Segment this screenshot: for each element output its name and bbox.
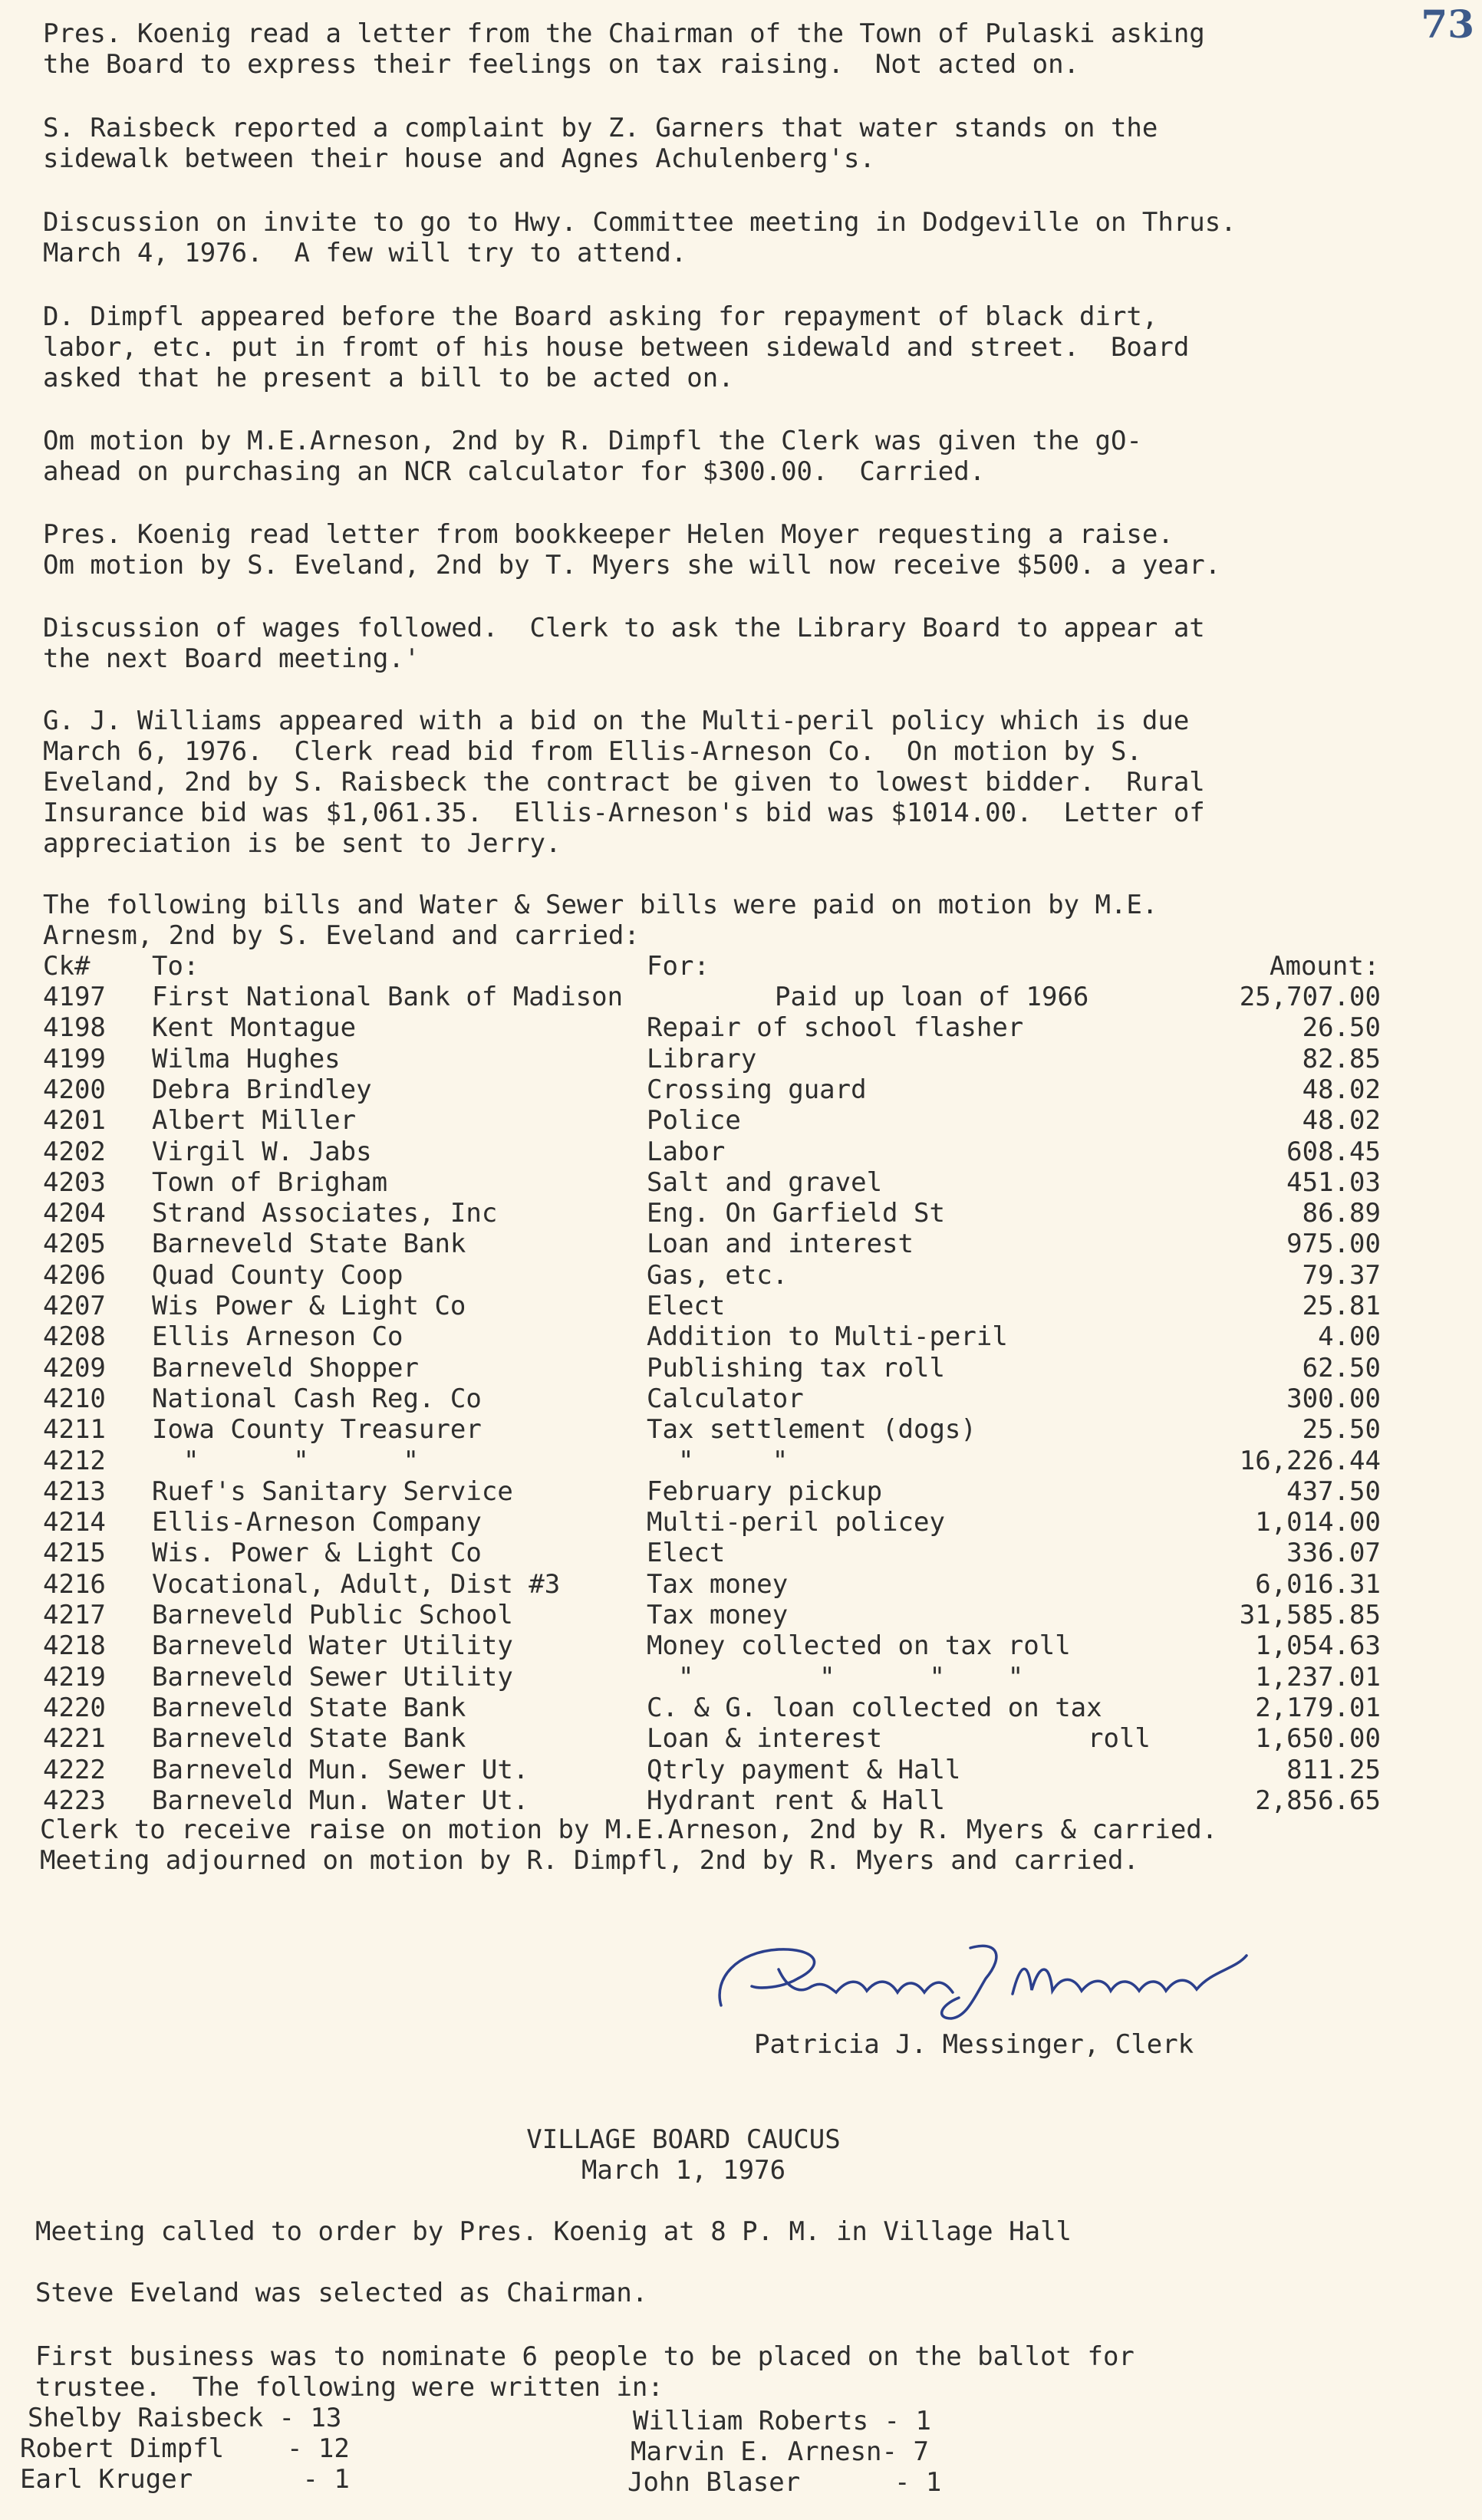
bill-payee: Barneveld Mun. Water Ut.: [152, 1785, 529, 1816]
bill-amount: 25.81: [1302, 1291, 1381, 1321]
bill-amount: 1,014.00: [1255, 1507, 1381, 1538]
bill-amount: 300.00: [1286, 1383, 1381, 1414]
bill-row: [0, 1044, 1482, 1074]
bill-payee: Debra Brindley: [152, 1074, 372, 1105]
bill-payee: Wis. Power & Light Co: [152, 1538, 482, 1568]
paragraph-water-complaint: S. Raisbeck reported a complaint by Z. Garners that water stands on the sidewalk between their house and Agnes Achulenberg's.: [43, 113, 1158, 174]
bill-check-number: 4220: [43, 1693, 106, 1723]
bill-check-number: 4197: [43, 982, 106, 1012]
bill-purpose: Gas, etc.: [647, 1260, 789, 1291]
bill-purpose: Tax money: [647, 1569, 789, 1600]
bill-check-number: 4201: [43, 1105, 106, 1136]
bill-amount: 2,856.65: [1255, 1785, 1381, 1816]
column-header-for: For:: [647, 951, 710, 982]
bill-payee: Barneveld Water Utility: [152, 1630, 513, 1661]
bill-check-number: 4218: [43, 1630, 106, 1661]
paragraph-ncr-calculator: Om motion by M.E.Arneson, 2nd by R. Dimpfl the Clerk was given the gO- ahead on purchasing an NCR calculator for $300.00. Carried.: [43, 426, 1142, 487]
bill-check-number: 4206: [43, 1260, 106, 1291]
caucus-nominate-line-2: trustee. The following were written in:: [35, 2372, 664, 2403]
column-header-amount: Amount:: [1270, 951, 1380, 982]
paragraph-wages-discussion: Discussion of wages followed. Clerk to ask the Library Board to appear at the next Board meeting.': [43, 613, 1205, 674]
bill-amount: 26.50: [1302, 1012, 1381, 1043]
bill-row: [0, 1012, 1482, 1043]
bill-note: roll: [1088, 1723, 1151, 1754]
bill-amount-cell: [1181, 1476, 1381, 1507]
bill-payee: Albert Miller: [152, 1105, 357, 1136]
bill-amount-cell: [1181, 1229, 1381, 1259]
bill-payee: Ellis-Arneson Company: [152, 1507, 482, 1538]
bill-payee: " " ": [152, 1446, 419, 1476]
handwritten-signature: [706, 1933, 1258, 2025]
bill-payee: Barneveld Public School: [152, 1600, 513, 1630]
bill-purpose: Police: [647, 1105, 741, 1136]
bill-amount-cell: [1181, 1507, 1381, 1538]
bill-row: [0, 1600, 1482, 1630]
bill-amount-cell: [1181, 1137, 1381, 1167]
bill-purpose: " " " ": [647, 1662, 1024, 1693]
bill-payee: Ruef's Sanitary Service: [152, 1476, 513, 1507]
bill-row: [0, 1198, 1482, 1229]
closing-line-raise: Clerk to receive raise on motion by M.E.Arneson, 2nd by R. Myers & carried.: [40, 1814, 1218, 1845]
bill-payee: Wilma Hughes: [152, 1044, 341, 1074]
paragraph-bookkeeper-raise: Pres. Koenig read letter from bookkeeper Helen Moyer requesting a raise. Om motion by S. Eveland, 2nd by T. Myers she will now receive $500. a year.: [43, 519, 1221, 581]
bill-purpose: Qtrly payment & Hall: [647, 1755, 961, 1785]
bill-row: [0, 982, 1482, 1012]
bill-check-number: 4222: [43, 1755, 106, 1785]
bill-payee: Barneveld Mun. Sewer Ut.: [152, 1755, 529, 1785]
bill-amount-cell: [1181, 1291, 1381, 1321]
bill-check-number: 4199: [43, 1044, 106, 1074]
bill-purpose: Paid up loan of 1966: [775, 982, 1089, 1012]
signature-graphic: [706, 1933, 1258, 2025]
bill-purpose: C. & G. loan collected on tax: [647, 1693, 1102, 1723]
bill-amount: 975.00: [1286, 1229, 1381, 1259]
bill-amount-cell: [1181, 1012, 1381, 1043]
bill-row: [0, 1074, 1482, 1105]
bill-amount: 811.25: [1286, 1755, 1381, 1785]
bill-amount: 451.03: [1286, 1167, 1381, 1198]
bill-payee: Barneveld State Bank: [152, 1723, 466, 1754]
bill-amount: 4.00: [1318, 1321, 1381, 1352]
column-header-to: To:: [152, 951, 199, 982]
bill-row: [0, 1383, 1482, 1414]
bill-payee: Barneveld Sewer Utility: [152, 1662, 513, 1693]
nominee-right-2: Marvin E. Arnesn- 7: [631, 2436, 929, 2467]
bill-check-number: 4214: [43, 1507, 106, 1538]
bill-row: [0, 1167, 1482, 1198]
bill-amount-cell: [1181, 1321, 1381, 1352]
bill-payee: Virgil W. Jabs: [152, 1137, 372, 1167]
bill-amount-cell: [1181, 1198, 1381, 1229]
bill-purpose: Tax settlement (dogs): [647, 1414, 976, 1445]
bill-check-number: 4204: [43, 1198, 106, 1229]
bill-check-number: 4211: [43, 1414, 106, 1445]
nominee-left-2: Robert Dimpfl - 12: [20, 2433, 350, 2464]
bill-amount-cell: [1181, 1693, 1381, 1723]
bill-check-number: 4207: [43, 1291, 106, 1321]
bill-payee: Kent Montague: [152, 1012, 357, 1043]
bill-row: [0, 1321, 1482, 1352]
bill-amount: 437.50: [1286, 1476, 1381, 1507]
bill-purpose: Labor: [647, 1137, 726, 1167]
bill-purpose: Multi-peril policey: [647, 1507, 945, 1538]
bill-check-number: 4217: [43, 1600, 106, 1630]
bill-amount-cell: [1181, 1446, 1381, 1476]
bill-purpose: Eng. On Garfield St: [647, 1198, 945, 1229]
caucus-nominate-line-1: First business was to nominate 6 people to be placed on the ballot for: [35, 2341, 1135, 2372]
bills-column-headers: [0, 951, 1482, 982]
caucus-date: March 1, 1976: [581, 2155, 786, 2186]
bill-amount-cell: [1181, 1260, 1381, 1291]
bill-amount-cell: [1181, 1538, 1381, 1568]
bill-purpose: Elect: [647, 1538, 726, 1568]
bill-row: [0, 1476, 1482, 1507]
caucus-called-to-order: Meeting called to order by Pres. Koenig at 8 P. M. in Village Hall: [35, 2216, 1072, 2247]
bill-amount: 1,054.63: [1255, 1630, 1381, 1661]
bill-check-number: 4219: [43, 1662, 106, 1693]
bill-amount-cell: [1181, 1383, 1381, 1414]
bill-check-number: 4215: [43, 1538, 106, 1568]
bill-amount-cell: [1181, 1569, 1381, 1600]
bill-check-number: 4221: [43, 1723, 106, 1754]
nominee-right-1: William Roberts - 1: [633, 2406, 931, 2436]
bill-row: [0, 1414, 1482, 1445]
nominee-left-3: Earl Kruger - 1: [20, 2464, 350, 2495]
bill-amount: 16,226.44: [1239, 1446, 1381, 1476]
bill-amount: 1,650.00: [1255, 1723, 1381, 1754]
bill-purpose: Tax money: [647, 1600, 789, 1630]
bill-purpose: Loan and interest: [647, 1229, 914, 1259]
bill-purpose: Elect: [647, 1291, 726, 1321]
bill-row: [0, 1229, 1482, 1259]
clerk-name: Patricia J. Messinger, Clerk: [754, 2029, 1194, 2060]
bill-row: [0, 1538, 1482, 1568]
bill-row: [0, 1755, 1482, 1785]
closing-line-adjourned: Meeting adjourned on motion by R. Dimpfl, 2nd by R. Myers and carried.: [40, 1845, 1139, 1876]
bill-amount: 62.50: [1302, 1353, 1381, 1383]
bill-purpose: Calculator: [647, 1383, 804, 1414]
bill-payee: First National Bank of Madison: [152, 982, 624, 1012]
bill-purpose: Addition to Multi-peril: [647, 1321, 1008, 1352]
bill-amount: 79.37: [1302, 1260, 1381, 1291]
bill-amount: 48.02: [1302, 1074, 1381, 1105]
bill-amount-cell: [1181, 1074, 1381, 1105]
bill-payee: Quad County Coop: [152, 1260, 403, 1291]
bill-amount-cell: [1181, 1785, 1381, 1816]
bill-amount-cell: [1181, 1755, 1381, 1785]
bill-row: [0, 1693, 1482, 1723]
caucus-chairman: Steve Eveland was selected as Chairman.: [35, 2278, 648, 2308]
bill-check-number: 4209: [43, 1353, 106, 1383]
bill-amount-cell: [1181, 1630, 1381, 1661]
bill-purpose: Repair of school flasher: [647, 1012, 1024, 1043]
bill-payee: Ellis Arneson Co: [152, 1321, 403, 1352]
bill-amount: 336.07: [1286, 1538, 1381, 1568]
bill-amount: 2,179.01: [1255, 1693, 1381, 1723]
bill-purpose: Hydrant rent & Hall: [647, 1785, 945, 1816]
bill-row: [0, 1785, 1482, 1816]
bill-amount-cell: [1181, 1723, 1381, 1754]
bill-amount: 25.50: [1302, 1414, 1381, 1445]
bill-payee: Iowa County Treasurer: [152, 1414, 482, 1445]
bill-purpose: " ": [647, 1446, 789, 1476]
paragraph-hwy-committee: Discussion on invite to go to Hwy. Committee meeting in Dodgeville on Thrus. March 4, 1976. A few will try to attend.: [43, 207, 1237, 268]
bill-check-number: 4210: [43, 1383, 106, 1414]
bill-amount-cell: [1181, 1105, 1381, 1136]
paragraph-multi-peril-bid: G. J. Williams appeared with a bid on the Multi-peril policy which is due March 6, 1976. Clerk read bid from Ellis-Arneson Co. On motion by S. Eveland, 2nd by S. Raisbeck the contract be given to lowest bidder. Rural Insurance bid was $1,061.35. Ellis-Arneson's bid was $1014.00. Letter of appreciation is be sent to Jerry.: [43, 706, 1205, 859]
bill-row: [0, 1569, 1482, 1600]
bill-amount-cell: [1181, 1353, 1381, 1383]
bill-amount: 608.45: [1286, 1137, 1381, 1167]
bill-row: [0, 1723, 1482, 1754]
bill-payee: Wis Power & Light Co: [152, 1291, 466, 1321]
bill-payee: Town of Brigham: [152, 1167, 388, 1198]
bill-amount: 1,237.01: [1255, 1662, 1381, 1693]
bill-row: [0, 1260, 1482, 1291]
bill-purpose: Crossing guard: [647, 1074, 867, 1105]
bill-payee: Barneveld State Bank: [152, 1693, 466, 1723]
bills-intro-line-2: Arnesm, 2nd by S. Eveland and carried:: [43, 920, 640, 951]
bill-row: [0, 1353, 1482, 1383]
bill-purpose: February pickup: [647, 1476, 883, 1507]
bill-amount-cell: [1181, 1662, 1381, 1693]
bill-row: [0, 1105, 1482, 1136]
bill-purpose: Publishing tax roll: [647, 1353, 945, 1383]
bill-amount-cell: [1181, 1044, 1381, 1074]
bill-row: [0, 1291, 1482, 1321]
bill-amount: 25,707.00: [1239, 982, 1381, 1012]
bill-row: [0, 1137, 1482, 1167]
bill-check-number: 4205: [43, 1229, 106, 1259]
bill-check-number: 4216: [43, 1569, 106, 1600]
bill-check-number: 4223: [43, 1785, 106, 1816]
page-number: 73: [1421, 2, 1474, 47]
bill-amount: 86.89: [1302, 1198, 1381, 1229]
bill-amount-cell: [1181, 1414, 1381, 1445]
nominee-right-3: John Blaser - 1: [627, 2467, 942, 2498]
bill-payee: Vocational, Adult, Dist #3: [152, 1569, 561, 1600]
bill-row: [0, 1662, 1482, 1693]
caucus-title: VILLAGE BOARD CAUCUS: [526, 2124, 841, 2155]
bill-purpose: Money collected on tax roll: [647, 1630, 1071, 1661]
column-header-ck: Ck#: [43, 951, 91, 982]
bill-payee: Barneveld State Bank: [152, 1229, 466, 1259]
bill-purpose: Loan & interest: [647, 1723, 883, 1754]
bill-payee: Strand Associates, Inc: [152, 1198, 498, 1229]
bill-amount-cell: [1181, 982, 1381, 1012]
bill-amount: 82.85: [1302, 1044, 1381, 1074]
bill-amount: 48.02: [1302, 1105, 1381, 1136]
bill-check-number: 4203: [43, 1167, 106, 1198]
nominee-left-1: Shelby Raisbeck - 13: [28, 2403, 342, 2433]
bill-row: [0, 1446, 1482, 1476]
bill-check-number: 4212: [43, 1446, 106, 1476]
bill-check-number: 4202: [43, 1137, 106, 1167]
bill-amount: 6,016.31: [1255, 1569, 1381, 1600]
bills-intro-line-1: The following bills and Water & Sewer bills were paid on motion by M.E.: [43, 890, 1158, 920]
bill-check-number: 4213: [43, 1476, 106, 1507]
bill-amount-cell: [1181, 1600, 1381, 1630]
bill-check-number: 4200: [43, 1074, 106, 1105]
bill-row: [0, 1507, 1482, 1538]
bill-payee: National Cash Reg. Co: [152, 1383, 482, 1414]
paragraph-pulaski-letter: Pres. Koenig read a letter from the Chairman of the Town of Pulaski asking the Board to express their feelings on tax raising. Not acted on.: [43, 18, 1205, 80]
bill-payee: Barneveld Shopper: [152, 1353, 419, 1383]
bill-row: [0, 1630, 1482, 1661]
bill-check-number: 4208: [43, 1321, 106, 1352]
bill-amount-cell: [1181, 1167, 1381, 1198]
bill-amount: 31,585.85: [1239, 1600, 1381, 1630]
bill-check-number: 4198: [43, 1012, 106, 1043]
bill-purpose: Salt and gravel: [647, 1167, 883, 1198]
paragraph-dimpfl-repayment: D. Dimpfl appeared before the Board asking for repayment of black dirt, labor, etc. put in fromt of his house between sidewald and street. Board asked that he present a bill to be acted on.: [43, 301, 1190, 393]
bill-purpose: Library: [647, 1044, 757, 1074]
